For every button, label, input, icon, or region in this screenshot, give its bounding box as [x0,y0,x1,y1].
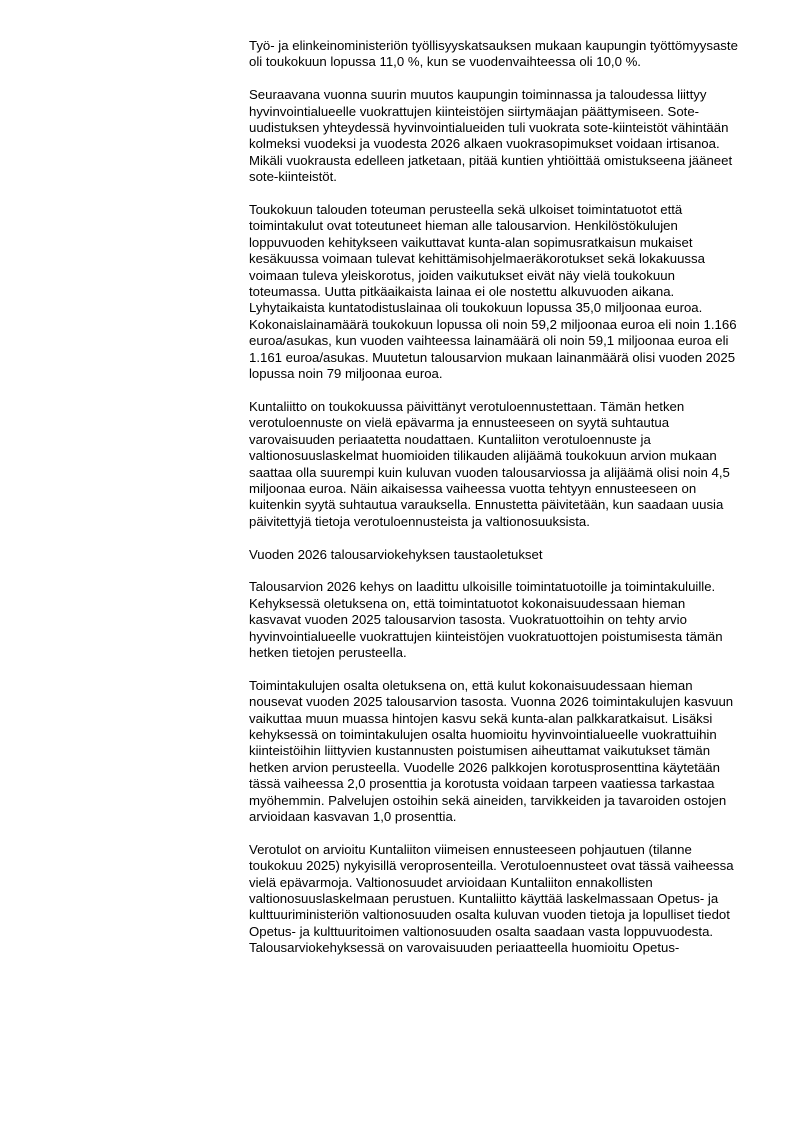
document-page [249,38,739,973]
paragraph-tax-revenue: Verotulot on arvioitu Kuntaliiton viimeisen ennusteeseen pohjautuen (tilanne toukokuu 2025) nykyisillä veroprosenteilla. Verotuloennusteet ovat tässä vaiheessa vielä epävarmoja. Valtionosuudet arvioidaan Kuntaliiton ennakollisten valtionosuuslaskelmaan perustuen. Kuntaliitto käyttää laskelmassaan Opetus- ja kulttuuriministeriön valtionosuuden osalta kuluvan vuoden tietoja ja lopulliset tiedot Opetus- ja kulttuuritoimen valtionosuuden osalta saadaan vasta loppuvuodesta. Talousarviokehyksessä on varovaisuuden periaatteella huomioitu Opetus- [249,841,734,956]
paragraph-budget-frame: Talousarvion 2026 kehys on laadittu ulkoisille toimintatuotoille ja toimintakuluille. Kehyksessä oletuksena on, että toimintatuotot kokonaisuudessaan hieman kasvavat vuoden 2025 talousarvion tasosta. Vuokratuottoihin on tehty arvio hyvinvointialueelle vuokrattujen kiinteistöjen vuokratuottojen poistumisesta tämän hetken tietojen perusteella. [249,579,723,660]
paragraph-tax-forecast: Kuntaliitto on toukokuussa päivittänyt verotuloennustettaan. Tämän hetken verotuloennuste on vielä epävarma ja ennusteeseen on syytä suhtautua varovaisuuden periaatetta noudattaen. Kuntaliiton verotuloennuste ja valtionosuuslaskelmat huomioiden tilikauden alijäämä toukokuun arvion mukaan saattaa olla suurempi kuin kuluvan vuoden talousarviossa ja alijäämä olisi noin 4,5 miljoonaa euroa. Näin aikaisessa vaiheessa vuotta tehtyyn ennusteeseen on kuitenkin syytä suhtautua varauksella. Ennustetta päivitetään, kun saadaan uusia päivitettyjä tietoja verotuloennusteista ja valtionosuuksista. [249,398,730,529]
paragraph-operating-costs: Toimintakulujen osalta oletuksena on, että kulut kokonaisuudessaan hieman nousevat vuoden 2025 talousarvion tasosta. Vuonna 2026 toimintakulujen kasvuun vaikuttaa muun muassa hintojen kasvu sekä kunta-alan palkkaratkaisut. Lisäksi kehyksessä on toimintakulujen osalta huomioitu hyvinvointialueelle vuokrattuihin kiinteistöihin liittyvien kustannusten poistumisen aiheuttamat vaikutukset tämän hetken arvion perusteella. Vuodelle 2026 palkkojen korotusprosenttina käytetään tässä vaiheessa 2,0 prosenttia ja korotusta voidaan tarpeen vaatiessa tarkastaa myöhemmin. Palvelujen ostoihin sekä aineiden, tarvikkeiden ja tavaroiden ostojen arvioidaan kasvavan 1,0 prosenttia. [249,677,734,824]
paragraph-sote-properties: Seuraavana vuonna suurin muutos kaupungin toiminnassa ja taloudessa liittyy hyvinvointialueelle vuokrattujen kiinteistöjen siirtymäajan päättymiseen. Sote-uudistuksen yhteydessä hyvinvointialueiden tuli vuokrata sote-kiinteistöt vähintään kolmeksi vuodeksi ja vuodesta 2026 alkaen vuokrasopimukset voidaan irtisanoa. Mikäli vuokrausta edelleen jatketaan, pitää kuntien yhtiöittää omistukseena jääneet sote-kiinteistöt. [249,87,733,185]
section-heading: Vuoden 2026 talousarviokehyksen taustaoletukset [249,546,543,562]
paragraph-may-finances: Toukokuun talouden toteuman perusteella sekä ulkoiset toimintatuotot että toimintakulut ovat toteutuneet hieman alle talousarvion. Henkilöstökulujen loppuvuoden kehitykseen vaikuttavat kunta-alan sopimusratkaisun mukaiset kesäkuussa voimaan tulevat kehittämisohjelmaeräkorotukset sekä lokakuussa voimaan tuleva yleiskorotus, joiden vaikutukset eivät näy vielä toukokuun toteumassa. Uutta pitkäaikaista lainaa ei ole nostettu alkuvuoden aikana. Lyhytaikaista kuntatodistuslainaa oli toukokuun lopussa 35,0 miljoonaa euroa. Kokonaislainamäärä toukokuun lopussa oli noin 59,2 miljoonaa euroa eli noin 1.166 euroa/asukas, kun vuoden vaihteessa lainamäärä oli noin 59,1 miljoonaa euroa eli 1.161 euroa/asukas. Muutetun talousarvion mukaan lainanmäärä olisi vuoden 2025 lopussa noin 79 miljoonaa euroa. [249,202,737,382]
paragraph-unemployment: Työ- ja elinkeinoministeriön työllisyyskatsauksen mukaan kaupungin työttömyysaste oli toukokuun lopussa 11,0 %, kun se vuodenvaihteessa oli 10,0 %. [249,38,738,70]
